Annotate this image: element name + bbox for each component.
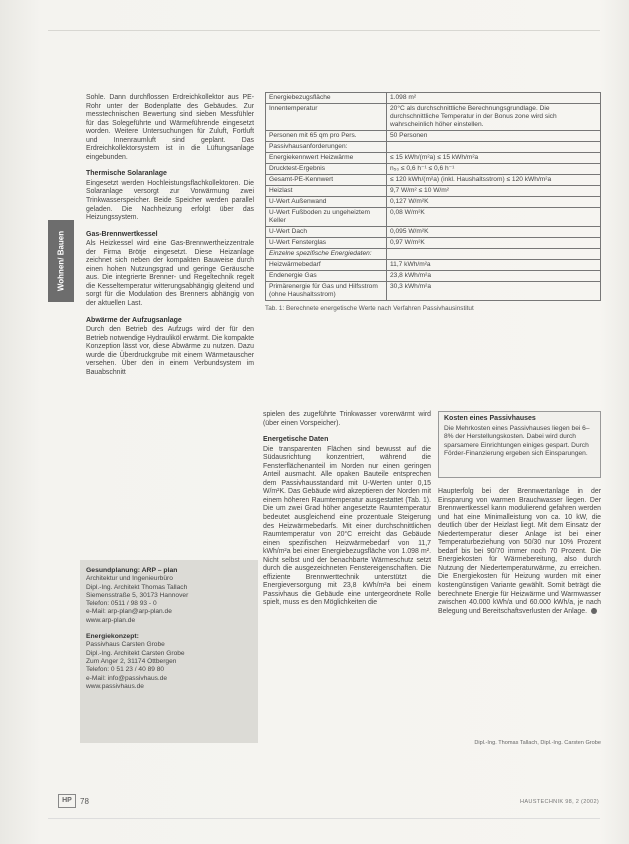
table-row — [266, 142, 601, 153]
table-cell-value: 50 Personen — [387, 131, 601, 142]
journal-logo: HP — [58, 794, 76, 808]
heading-energy-data: Energetische Daten — [263, 436, 329, 444]
table-row — [266, 186, 601, 197]
top-divider — [48, 30, 600, 31]
table-row — [266, 175, 601, 186]
infobox-email[interactable]: e-Mail: info@passivhaus.de — [86, 674, 168, 682]
table-row — [266, 131, 601, 142]
table-cell-label: U-Wert Außenwand — [266, 197, 387, 208]
table-row — [266, 164, 601, 175]
bottom-divider — [48, 818, 600, 819]
table-cell-label: Personen mit 65 qm pro Pers. — [266, 131, 387, 142]
table-cell-label: Drucktest-Ergebnis — [266, 164, 387, 175]
table-cell-label: Energiebezugsfläche — [266, 93, 387, 104]
infobox-line: Architektur und Ingenieurbüro — [86, 575, 173, 583]
journal-issue: HAUSTECHNIK 98, 2 (2002) — [520, 799, 600, 805]
paragraph-energy-data: Die transparenten Flächen sind bewusst auf die Südausrichtung konzentriert, während die Fensterflächenanteil im Norden nur einen geringen Anteil ausmacht. Alle opaken Bauteile entsprechen dem Passivhausstandard mit U-Werten unter 0,15 W/m²K. Das Gebäude wird akzeptieren der Norden mit einem höheren Raumtemperatur ausgestattet (Tab. 1). Die um zwei Grad höher angesetzte Raumtemperatur bedeutet ausgleichend eine prozentuale Steigerung des Heizwärmebedarfs. Mit einer durchschnittlichen Raumtemperatur von 20°C erreicht das Gebäude einen spezifischen Heizwärmebedarf von 11,7 kWh/m²a bei einer Energiebezugsfläche von 1.098 m². Nicht selbst und der benachbarte Wärmeschutz setzt durch die ausgezeichneten Fenstereigenschaften. Die effiziente Brennwerttechnik unterstützt die Energieversorgung mit 23,8 kWh/m²a bei einem Passivhaus die Gebäude eine untergeordnete Rolle spielt, muss es den Möglichkeiten die — [263, 445, 431, 607]
table-cell-label: Energiekennwert Heizwärme — [266, 153, 387, 164]
infobox-heading-energy: Energiekonzept: — [86, 633, 139, 641]
table-cell-value: 0,095 W/m²K — [387, 227, 601, 238]
table-cell-value: ≤ 15 kWh/(m²a) ≤ 15 kWh/m²a — [387, 153, 601, 164]
table-row — [266, 104, 601, 131]
paragraph-solar: Eingesetzt werden Hochleistungsflachkollektoren. Die Solaranlage versorgt zur Vorwärmung zwei Trinkwasserspeicher. Beide Speicher werden parallel geladen. Die Nachheizung erfolgt über das Heizungssystem. — [86, 179, 254, 222]
table-cell-value: n₅₀ ≤ 0,6 h⁻¹ ≤ 0,6 h⁻¹ — [387, 164, 601, 175]
heading-solar: Thermische Solaranlage — [86, 170, 167, 178]
table-cell-label: Heizwärmebedarf — [266, 260, 387, 271]
heading-gas-boiler: Gas-Brennwertkessel — [86, 230, 158, 238]
infobox-line: Siemensstraße 5, 30173 Hannover — [86, 591, 189, 599]
table-cell-value — [387, 249, 601, 260]
infobox-heading-planning: Gesundplanung: ARP – plan — [86, 567, 178, 574]
cost-sidebar-box — [438, 411, 601, 478]
table-cell-label: Gesamt-PE-Kennwert — [266, 175, 387, 186]
table-row — [266, 271, 601, 282]
table-cell-label: Innentemperatur — [266, 104, 387, 131]
infobox-line: Telefon: 0511 / 98 93 - 0 — [86, 600, 157, 608]
cost-box-text: Die Mehrkosten eines Passivhauses liegen bei 6–8% der Herstellungskosten. Dabei wird durch sparsamere Einrichtungen einiges gespart. Durch Förder-Finanzierung ergeben sich Einsparungen. — [444, 425, 590, 457]
table-cell-value: 9,7 W/m² ≤ 10 W/m² — [387, 186, 601, 197]
paragraph-continued: spielen des zugeführte Trinkwasser vorerwärmt wird (über einen Vorspeicher). — [263, 411, 431, 427]
table-cell-label: U-Wert Fensterglas — [266, 238, 387, 249]
table-row — [266, 282, 601, 301]
infobox-line: Zum Anger 2, 31174 Ottbergen — [86, 657, 177, 665]
table-cell-value: 20°C als durchschnittliche Berechnungsgrundlage. Die durchschnittliche Temperatur in der Bonus zone wird sich wahrscheinlich höher einstellen. — [387, 104, 601, 131]
table-row — [266, 197, 601, 208]
table-row — [266, 153, 601, 164]
energy-data-table-block — [265, 92, 601, 313]
right-column — [438, 488, 601, 616]
infobox-line: Dipl.-Ing. Architekt Carsten Grobe — [86, 649, 185, 657]
end-of-article-mark — [591, 608, 597, 614]
table-cell-label: Passivhausanforderungen: — [266, 142, 387, 153]
table-cell-label: Endenergie Gas — [266, 271, 387, 282]
section-tab-label: Wohnen/ Bauen — [56, 230, 66, 292]
table-cell-value: 0,97 W/m²K — [387, 238, 601, 249]
infobox-website[interactable]: www.passivhaus.de — [86, 682, 144, 690]
table-cell-value: 11,7 kWh/m²a — [387, 260, 601, 271]
contact-infobox — [80, 560, 258, 743]
table-row — [266, 249, 601, 260]
infobox-email[interactable]: e-Mail: arp-plan@arp-plan.de — [86, 608, 172, 616]
middle-column — [263, 411, 431, 611]
energy-data-table — [265, 92, 601, 301]
table-cell-value: 23,8 kWh/m²a — [387, 271, 601, 282]
table-cell-label: Einzelne spezifische Energiedaten: — [266, 249, 387, 260]
infobox-line: Telefon: 0 51 23 / 40 89 80 — [86, 666, 165, 674]
authors-line: Dipl.-Ing. Thomas Tallach, Dipl.-Ing. Carsten Grobe — [474, 740, 601, 746]
table-row — [266, 93, 601, 104]
table-cell-value: 30,3 kWh/m²a — [387, 282, 601, 301]
right-column-text: Haupterfolg bei der Brennwertanlage in der Einsparung von warmen Brauchwasser liegen. Der Brennwertkessel kann modulierend gefahren werden und hat eine Minimalleistung von ca. 10 kW, die deutlich über der Heizlast liegt. Mit dem Einsatz der Niedertemperatur dieser Anlage ist bei einer Temperaturbeziehung von 50/30 nur 10% Prozent bedarf bis bei 90/70 immer noch 70 Prozent. Die Energiekosten für Wärmebereitung, also durch Nutzung der Niedertemperaturwärme, zu erreichen. Die Energiekosten für Heizung wurden mit einer kostengünstigen Variante gewählt. Somit beträgt die berechnete Energie für Heizwärme und Warmwasser zwischen 40.000 kWh/a und 60.000 kWh/a, je nach Belegung und Bereitschaftsverlusten der Anlage. — [438, 488, 601, 615]
paragraph-gas-boiler: Als Heizkessel wird eine Gas-Brennwertheizzentrale der Firma Brötje eingesetzt. Diese Heizanlage zeichnet sich neben der kompakten Bauweise durch einen hohen Nutzungsgrad und geringe Geräusche aus. Die integrierte Brenner- und Regeltechnik regelt die Kesseltemperatur witterungsabhängig gleitend und sorgt für die Modulation des Brenners abhängig von der aktuellen Last. — [86, 240, 254, 308]
cost-box-title: Kosten eines Passivhauses — [444, 415, 536, 422]
table-cell-label: Primärenergie für Gas und Hilfsstrom (ohne Haushaltsstrom) — [266, 282, 387, 301]
infobox-website[interactable]: www.arp-plan.de — [86, 616, 136, 624]
table-cell-label: U-Wert Fußboden zu ungeheiztem Keller — [266, 208, 387, 227]
table-row — [266, 260, 601, 271]
table-cell-label: Heizlast — [266, 186, 387, 197]
infobox-line: Dipl.-Ing. Architekt Thomas Tallach — [86, 583, 188, 591]
table-caption: Tab. 1: Berechnete energetische Werte nach Verfahren Passivhausinstitut — [265, 305, 474, 312]
heading-lift-heat: Abwärme der Aufzugsanlage — [86, 316, 182, 324]
left-intro-paragraph: Sohle. Dann durchflossen Erdreichkollektor aus PE-Rohr unter der Bodenplatte des Gebäudes. Zur messtechnischen Bewertung sind sieben Messfühler für das Solegeführte und Wärmeführende eingesetzt worden. Weitere Untersuchungen für Zuluft, Fortluft und Innenraumluft sind geplant. Das Erdreichkollektorsystem ist in die Lüftungsanlage eingebunden. — [86, 94, 254, 161]
table-cell-value: 0,08 W/m²K — [387, 208, 601, 227]
page-number: 78 — [80, 797, 89, 806]
table-cell-value: 0,127 W/m²K — [387, 197, 601, 208]
section-tab — [48, 220, 74, 302]
paragraph-lift-heat: Durch den Betrieb des Aufzugs wird der für den Betrieb notwendige Hydrauliköl erwärmt. Die kompakte Konzeption lässt vor, diese Abwärme zu nutzen. Dazu wurde die Überdruckgrube mit einem Wärmetauscher versehen. Über den in einem Verbundsystem im Bauabschnitt — [86, 326, 254, 376]
table-cell-value: ≤ 120 kWh/(m²a) (inkl. Haushaltsstrom) ≤ 120 kWh/m²a — [387, 175, 601, 186]
table-row — [266, 208, 601, 227]
table-cell-value: 1.098 m² — [387, 93, 601, 104]
table-row — [266, 227, 601, 238]
infobox-line: Passivhaus Carsten Grobe — [86, 641, 165, 649]
table-row — [266, 238, 601, 249]
table-cell-value — [387, 142, 601, 153]
left-column — [86, 94, 254, 380]
table-cell-label: U-Wert Dach — [266, 227, 387, 238]
